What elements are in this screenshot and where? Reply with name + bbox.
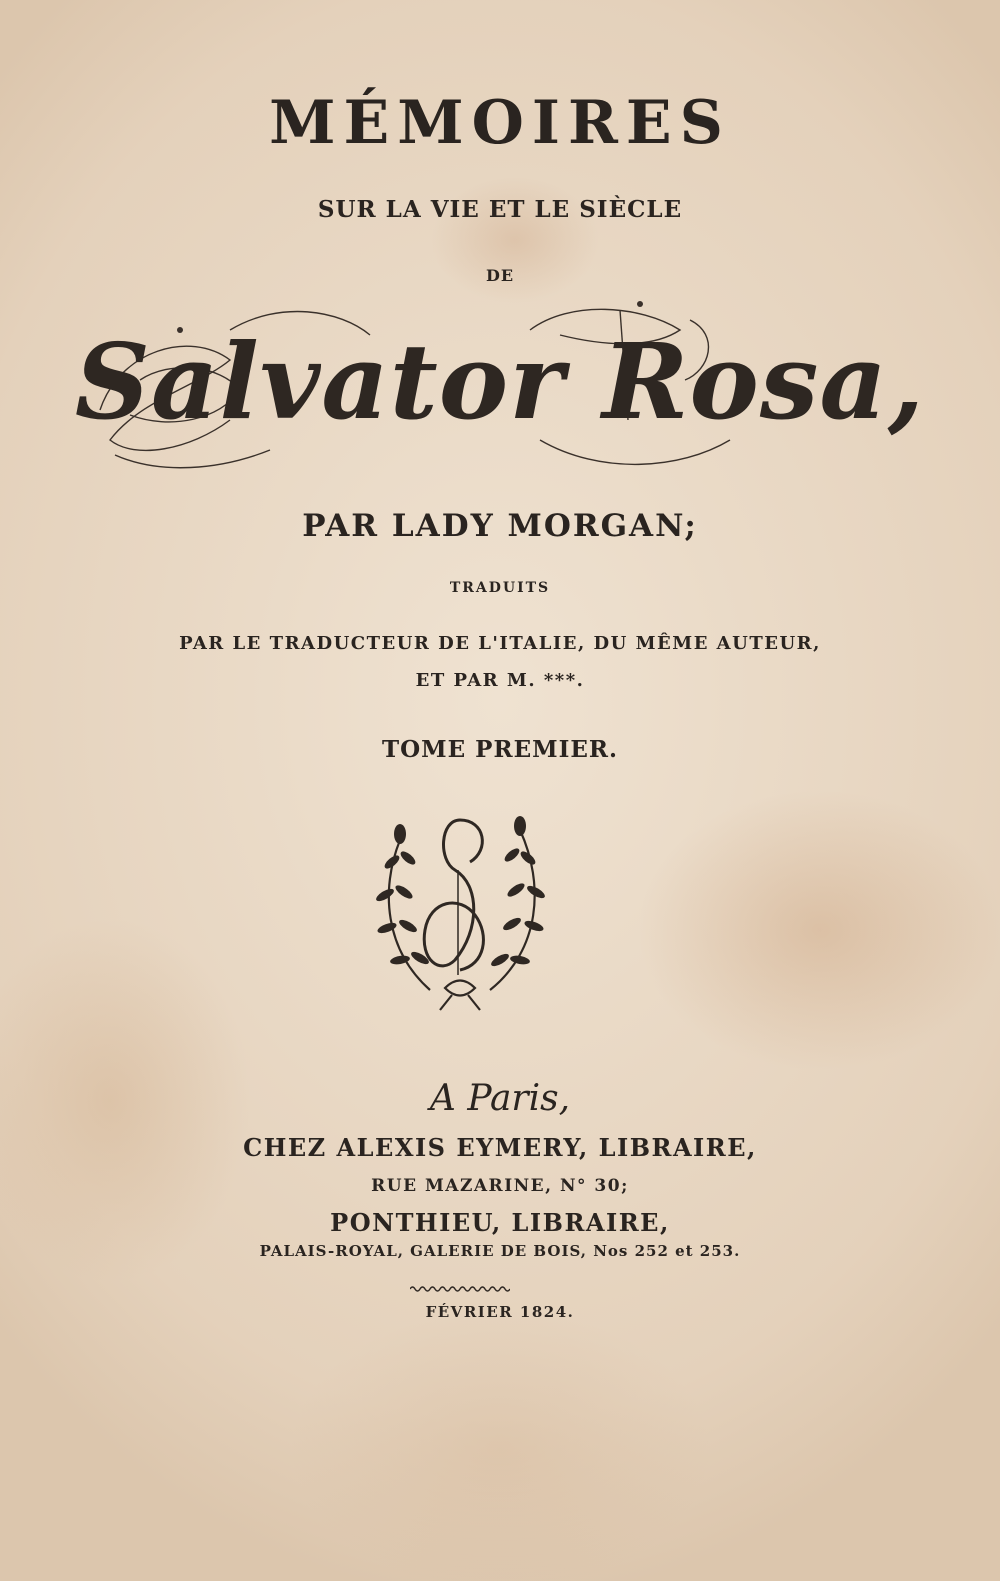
publisher-2: PONTHIEU, LIBRAIRE, <box>330 1208 670 1237</box>
subtitle-connector: DE <box>485 266 515 285</box>
translated-label: TRADUITS <box>449 580 551 596</box>
publication-date: FÉVRIER 1824. <box>425 1303 575 1321</box>
publisher-1-address: RUE MAZARINE, N° 30; <box>371 1176 629 1196</box>
volume-label: TOME PREMIER. <box>382 736 618 763</box>
author-line: PAR LADY MORGAN; <box>302 508 698 544</box>
wavy-rule-divider <box>410 1285 510 1293</box>
translator-line-1: PAR LE TRADUCTEUR DE L'ITALIE, DU MÊME AUTEUR, <box>179 633 821 654</box>
publisher-2-address: PALAIS-ROYAL, GALERIE DE BOIS, Nos 252 et 253. <box>259 1242 741 1260</box>
publisher-1: CHEZ ALEXIS EYMERY, LIBRAIRE, <box>243 1133 757 1162</box>
book-title: MÉMOIRES <box>269 88 731 158</box>
book-subtitle: SUR LA VIE ET LE SIÈCLE <box>317 196 683 223</box>
publication-place: A Paris, <box>429 1078 571 1119</box>
translator-line-2: ET PAR M. ***. <box>415 670 585 691</box>
monogram-laurel-wreath-icon <box>360 800 560 1020</box>
subject-name: Salvator Rosa, <box>74 320 926 443</box>
